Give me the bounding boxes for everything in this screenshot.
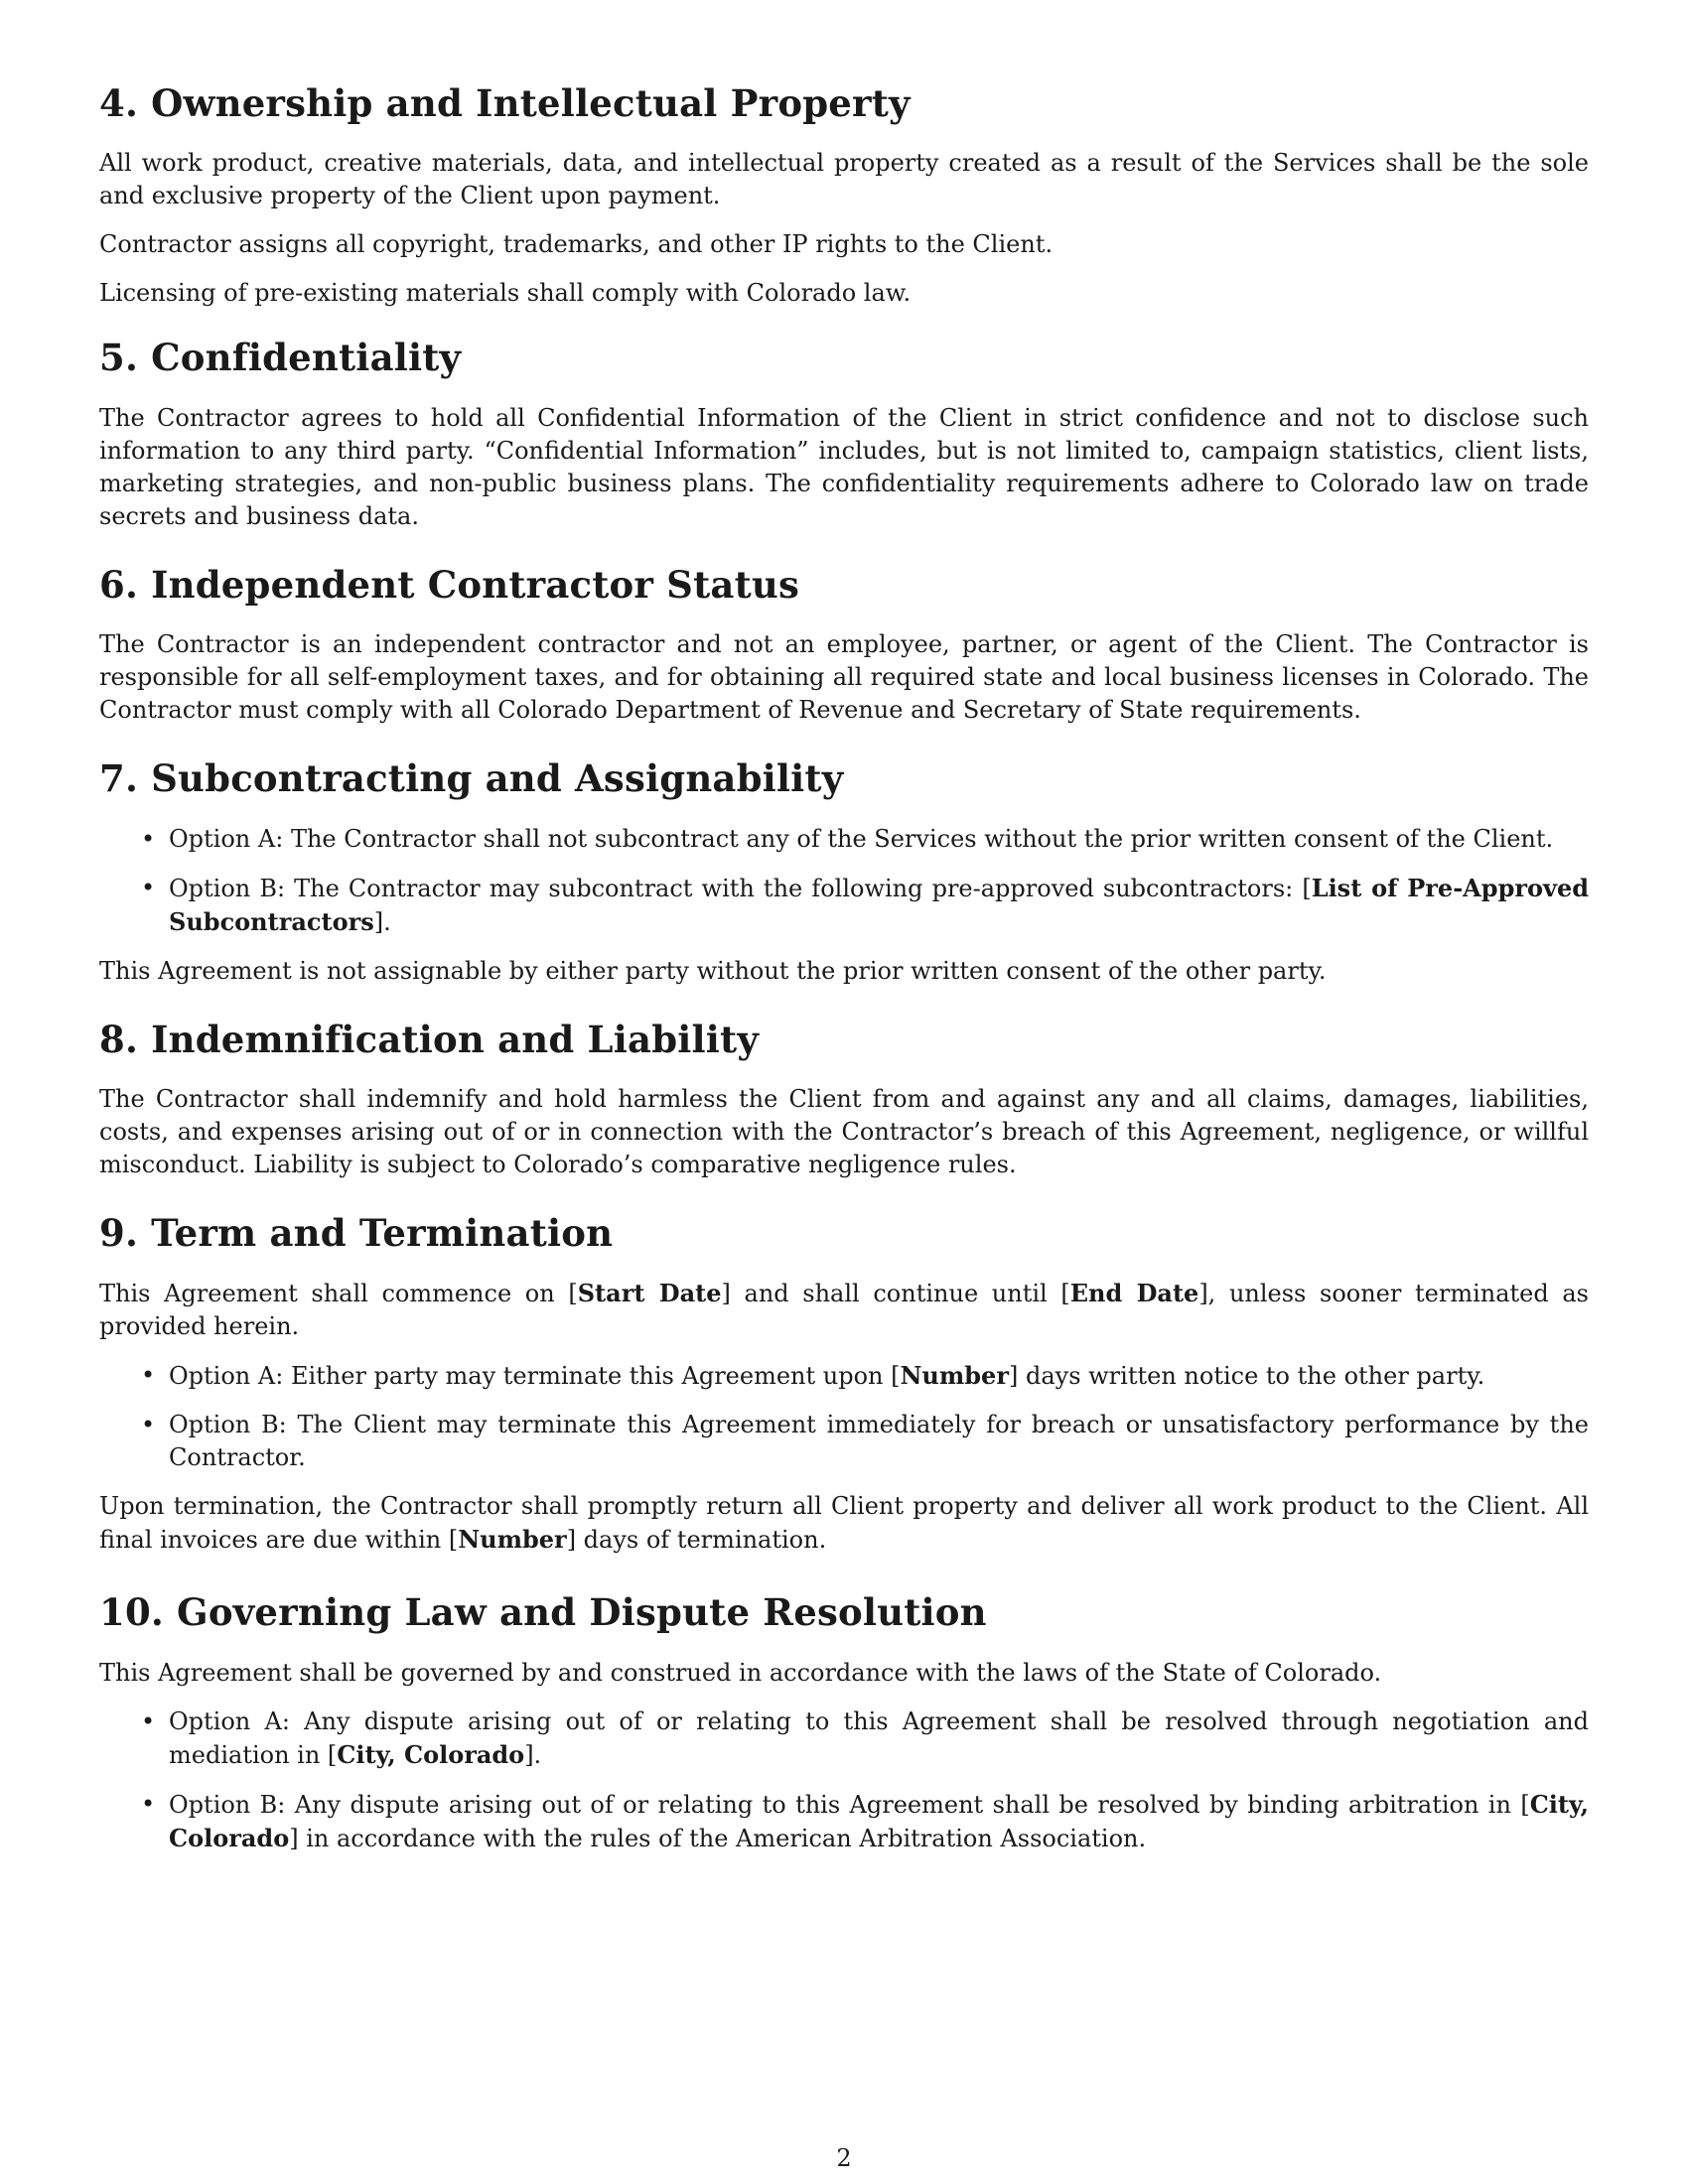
placeholder-field: End Date (1069, 1279, 1199, 1308)
section-heading: 10. Governing Law and Dispute Resolution (99, 1590, 987, 1635)
bullet-icon: • (141, 824, 156, 853)
section-confidentiality (99, 336, 1589, 532)
paragraph (99, 1277, 1589, 1343)
option-text: Option A: Any dispute arising out of or relating to this Agreement shall be resolved through negotiation and mediation in [ (169, 1706, 1589, 1769)
list-item (99, 872, 1589, 939)
section-heading: 5. Confidentiality (99, 336, 462, 380)
placeholder-field: Number (458, 1525, 567, 1555)
option-text: Option A: Either party may terminate this Agreement upon [ (169, 1362, 901, 1391)
bullet-icon: • (141, 873, 156, 901)
placeholder-field: Start Date (577, 1279, 722, 1308)
option-text: Option B: Any dispute arising out of or relating to this Agreement shall be resolved by binding arbitration in [ (169, 1790, 1530, 1819)
paragraph (99, 1490, 1589, 1557)
text-run: ] and shall continue until [ (721, 1280, 1070, 1308)
page-number: 2 (836, 2144, 852, 2172)
option-list (99, 823, 1589, 939)
bullet-icon: • (141, 1706, 156, 1735)
list-item (99, 1788, 1589, 1855)
paragraph: Contractor assigns all copyright, trademarks, and other IP rights to the Client. (99, 230, 1054, 259)
bullet-icon: • (141, 1361, 156, 1390)
paragraph: The Contractor is an independent contractor and not an employee, partner, or agent of the Client. The Contractor is responsible for all self-employment taxes, and for obtaining all required state and local business licenses in Colorado. The Contractor must comply with all Colorado Department of Revenue and Secretary of State requirements. (99, 630, 1589, 725)
bullet-icon: • (141, 1789, 156, 1818)
document-page (99, 81, 1589, 1871)
option-text: Option B: The Client may terminate this Agreement immediately for breach or unsatisfactory performance by the Contractor. (169, 1411, 1589, 1472)
text-run: Upon termination, the Contractor shall promptly return all Client property and deliver all work product to the Client. All final invoices are due within [ (99, 1492, 1589, 1555)
text-run: ] days of termination. (566, 1526, 827, 1555)
section-term-termination (99, 1211, 1589, 1557)
text-run: ], unless sooner terminated as provided herein. (99, 1280, 1589, 1341)
placeholder-field: City, Colorado (169, 1789, 1589, 1852)
option-text: ] days written notice to the other party. (1008, 1362, 1485, 1391)
list-item (99, 1359, 1589, 1393)
section-independent-contractor (99, 563, 1589, 727)
placeholder-field: List of Pre-Approved Subcontractors (169, 873, 1589, 936)
paragraph: Licensing of pre-existing materials shall comply with Colorado law. (99, 279, 912, 308)
section-ownership (99, 81, 1589, 310)
option-list (99, 1706, 1589, 1855)
paragraph: All work product, creative materials, data, and intellectual property created as a result of the Services shall be the sole and exclusive property of the Client upon payment. (99, 149, 1589, 210)
section-heading: 4. Ownership and Intellectual Property (99, 81, 911, 125)
section-subcontracting (99, 756, 1589, 987)
section-indemnification (99, 1018, 1589, 1181)
text-run: This Agreement shall commence on [ (99, 1280, 578, 1308)
placeholder-field: Number (900, 1361, 1009, 1391)
section-heading: 7. Subcontracting and Assignability (99, 756, 844, 801)
option-text: ]. (373, 907, 391, 936)
paragraph: The Contractor agrees to hold all Confidential Information of the Client in strict confidence and not to disclose such information to any third party. “Confidential Information” includes, but is not limited to, campaign statistics, client lists, marketing strategies, and non-public business plans. The confidentiality requirements adhere to Colorado law on trade secrets and business data. (99, 403, 1589, 530)
section-governing-law (99, 1590, 1589, 1854)
list-item (99, 1409, 1589, 1474)
option-list (99, 1359, 1589, 1474)
paragraph: This Agreement is not assignable by either party without the prior written consent of the other party. (99, 956, 1327, 985)
paragraph: The Contractor shall indemnify and hold harmless the Client from and against any and all claims, damages, liabilities, costs, and expenses arising out of or in connection with the Contractor’s breach of this Agreement, negligence, or willful misconduct. Liability is subject to Colorado’s comparative negligence rules. (99, 1084, 1589, 1178)
placeholder-field: City, Colorado (337, 1739, 525, 1769)
option-text: Option A: The Contractor shall not subcontract any of the Services without the prior written consent of the Client. (169, 824, 1554, 853)
list-item (99, 1706, 1589, 1772)
bullet-icon: • (141, 1411, 156, 1439)
section-heading: 6. Independent Contractor Status (99, 562, 799, 607)
list-item (99, 823, 1589, 856)
option-text: ] in accordance with the rules of the American Arbitration Association. (289, 1824, 1147, 1852)
option-text: Option B: The Contractor may subcontract with the following pre-approved subcontractors: [ (169, 874, 1312, 902)
paragraph: This Agreement shall be governed by and construed in accordance with the laws of the State of Colorado. (99, 1658, 1382, 1687)
section-heading: 9. Term and Termination (99, 1210, 614, 1255)
section-heading: 8. Indemnification and Liability (99, 1017, 760, 1061)
option-text: ]. (524, 1740, 542, 1769)
